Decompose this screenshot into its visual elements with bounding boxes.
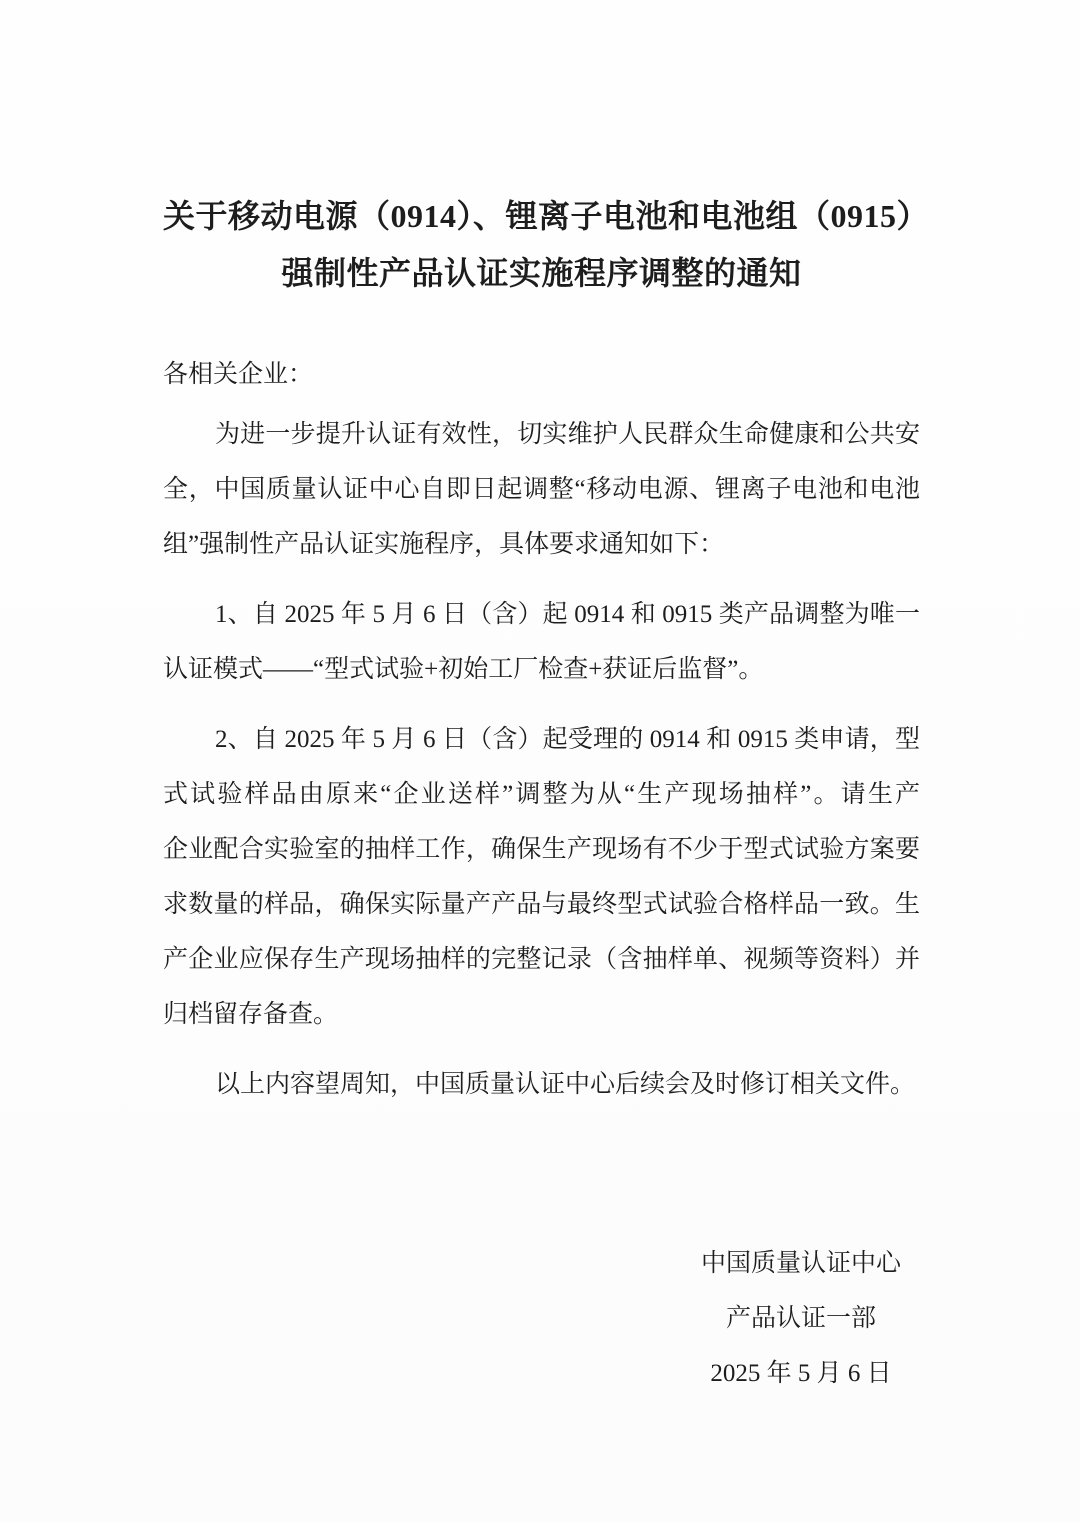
paragraph-line: 企业配合实验室的抽样工作，确保生产现场有不少于型式试验方案要 (163, 836, 920, 863)
signature-dept: 产品认证一部 (725, 1305, 876, 1332)
notice-title-line2: 强制性产品认证实施程序调整的通知 (281, 255, 802, 291)
signature-org: 中国质量认证中心 (700, 1250, 901, 1277)
paragraph-line: 为进一步提升认证有效性，切实维护人民群众生命健康和公共安 (215, 421, 920, 448)
paragraph-line: 全，中国质量认证中心自即日起调整“移动电源、锂离子电池和电池 (163, 476, 920, 503)
paragraph-intro (163, 407, 920, 572)
paragraph-item-2 (163, 712, 920, 1042)
paragraph-line: 产企业应保存生产现场抽样的完整记录（含抽样单、视频等资料）并 (163, 946, 920, 973)
paragraph-line: 2、自 2025 年 5 月 6 日（含）起受理的 0914 和 0915 类申请，型 (215, 726, 920, 753)
notice-title (163, 188, 930, 302)
paragraph-line: 求数量的样品，确保实际量产产品与最终型式试验合格样品一致。生 (163, 891, 920, 918)
notice-title-line1: 关于移动电源（0914）、锂离子电池和电池组（0915） (163, 198, 930, 234)
paragraph-line: 组”强制性产品认证实施程序，具体要求通知如下： (163, 531, 725, 558)
paragraph-line: 认证模式——“型式试验+初始工厂检查+获证后监督”。 (163, 656, 764, 683)
signature-date: 2025 年 5 月 6 日 (710, 1360, 892, 1387)
notice-content (163, 188, 930, 1401)
paragraph-line: 归档留存备查。 (163, 1001, 339, 1028)
paragraph-closing (163, 1057, 920, 1112)
salutation: 各相关企业： (163, 361, 314, 388)
paragraph-item-1 (163, 587, 920, 697)
paragraph-line: 以上内容望周知，中国质量认证中心后续会及时修订相关文件。 (215, 1071, 916, 1098)
signature-block (690, 1236, 912, 1401)
paragraph-line: 1、自 2025 年 5 月 6 日（含）起 0914 和 0915 类产品调整为唯一 (215, 601, 920, 628)
paragraph-line: 式试验样品由原来“企业送样”调整为从“生产现场抽样”。请生产 (163, 781, 920, 808)
